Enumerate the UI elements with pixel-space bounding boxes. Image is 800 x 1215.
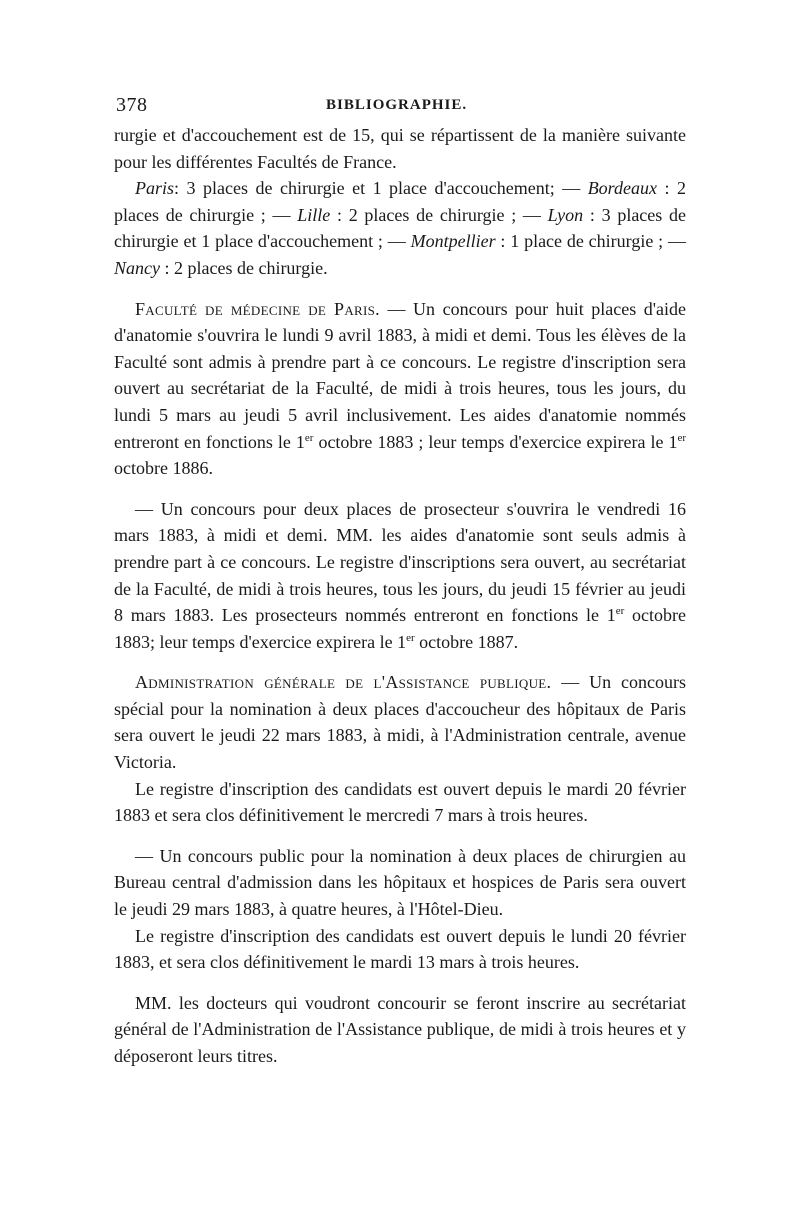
city-lille: Lille (297, 204, 331, 225)
ordinal-superscript: er (304, 431, 314, 444)
city-paris: Paris (135, 178, 175, 199)
paragraph-places-list (114, 175, 686, 281)
paragraph-text: : 2 places de chirurgie ; — (114, 178, 686, 225)
paragraph-text: rurgie et d'accouchement est de 15, qui se répartissent de la manière suivante pour les différentes Facultés de France. (114, 125, 686, 172)
paragraph-assistance-publique (114, 669, 686, 775)
paragraph-text: : 3 places de chirurgie et 1 place d'accouchement; — (174, 178, 588, 199)
paragraph-text: MM. les docteurs qui voudront concourir se feront inscrire au secrétariat général de l'Administration de l'Assistance publique, de midi à trois heures et y déposeront leurs titres. (114, 992, 686, 1066)
page (114, 94, 686, 1070)
ordinal-superscript: er (677, 431, 686, 444)
paragraph-text: Le registre d'inscription des candidats est ouvert depuis le lundi 20 février 1883, et sera clos définitivement le mardi 13 mars à trois heures. (114, 925, 686, 973)
paragraph-registre-2 (114, 923, 686, 976)
running-head (114, 94, 686, 122)
city-montpellier: Montpellier (410, 231, 496, 252)
paragraph-chirurgien (114, 843, 686, 923)
paragraph-faculte-paris (114, 296, 686, 482)
ordinal-superscript: er (406, 631, 415, 644)
paragraph-text: — Un concours pour deux places de prosecteur s'ouvrira le vendredi 16 mars 1883, à midi et demi. MM. les aides d'anatomie sont seuls admis à prendre part à ce concours. Le registre d'inscriptions sera ouvert, au secrétariat de la Faculté, de midi à trois heures, tous les jours, du jeudi 15 février au jeudi 8 mars 1883. Les prosecteurs nommés entreront en fonctions le 1 (114, 498, 686, 626)
ordinal-superscript: er (615, 605, 625, 618)
paragraph-text: : 3 places de chirurgie et 1 place d'accouchement ; — (114, 204, 687, 252)
paragraph-text: octobre 1886. (114, 458, 213, 479)
paragraph-docteurs (114, 990, 686, 1070)
paragraph-text: — Un concours pour huit places d'aide d'anatomie s'ouvrira le lundi 9 avril 1883, à midi et demi. Tous les élèves de la Faculté sont admis à prendre part à ce concours. Le registre d'inscription sera ouvert au secrétariat de la Faculté, de midi à trois heures, tous les jours, du lundi 5 mars au jeudi 5 avril inclusivement. Les aides d'anatomie nommés entreront en fonctions le 1 (114, 298, 686, 452)
paragraph-registre-1 (114, 776, 686, 829)
paragraph-continuation (114, 122, 686, 175)
city-lyon: Lyon (547, 204, 584, 225)
section-heading-faculte: Faculté de médecine de Paris. (135, 298, 380, 319)
paragraph-text: : 2 places de chirurgie ; — (330, 204, 548, 225)
city-nancy: Nancy (114, 257, 160, 278)
paragraph-text: — Un concours public pour la nomination à deux places de chirurgien au Bureau central d'admission dans les hôpitaux et hospices de Paris sera ouvert le jeudi 29 mars 1883, à quatre heures, à l'Hôtel-Dieu. (114, 845, 686, 920)
paragraph-text: — Un concours spécial pour la nomination à deux places d'accoucheur des hôpitaux de Paris sera ouvert le jeudi 22 mars 1883, à midi, à l'Administration centrale, avenue Victoria. (114, 672, 686, 773)
paragraph-prosecteur (114, 496, 686, 656)
page-number: 378 (116, 94, 148, 116)
paragraph-text: octobre 1883; leur temps d'exercice expirera le 1 (114, 605, 686, 652)
paragraph-text: Le registre d'inscription des candidats est ouvert depuis le mardi 20 février 1883 et sera clos définitivement le mercredi 7 mars à trois heures. (114, 778, 686, 826)
city-bordeaux: Bordeaux (587, 178, 657, 199)
section-heading-assistance: Administration générale de l'Assistance publique. (135, 672, 552, 693)
paragraph-text: : 1 place de chirurgie ; — (495, 231, 686, 252)
paragraph-text: octobre 1883 ; leur temps d'exercice expirera le 1 (313, 431, 678, 452)
paragraph-text: : 2 places de chirurgie. (159, 257, 328, 278)
running-title: BIBLIOGRAPHIE. (326, 97, 468, 113)
paragraph-text: octobre 1887. (414, 631, 519, 652)
